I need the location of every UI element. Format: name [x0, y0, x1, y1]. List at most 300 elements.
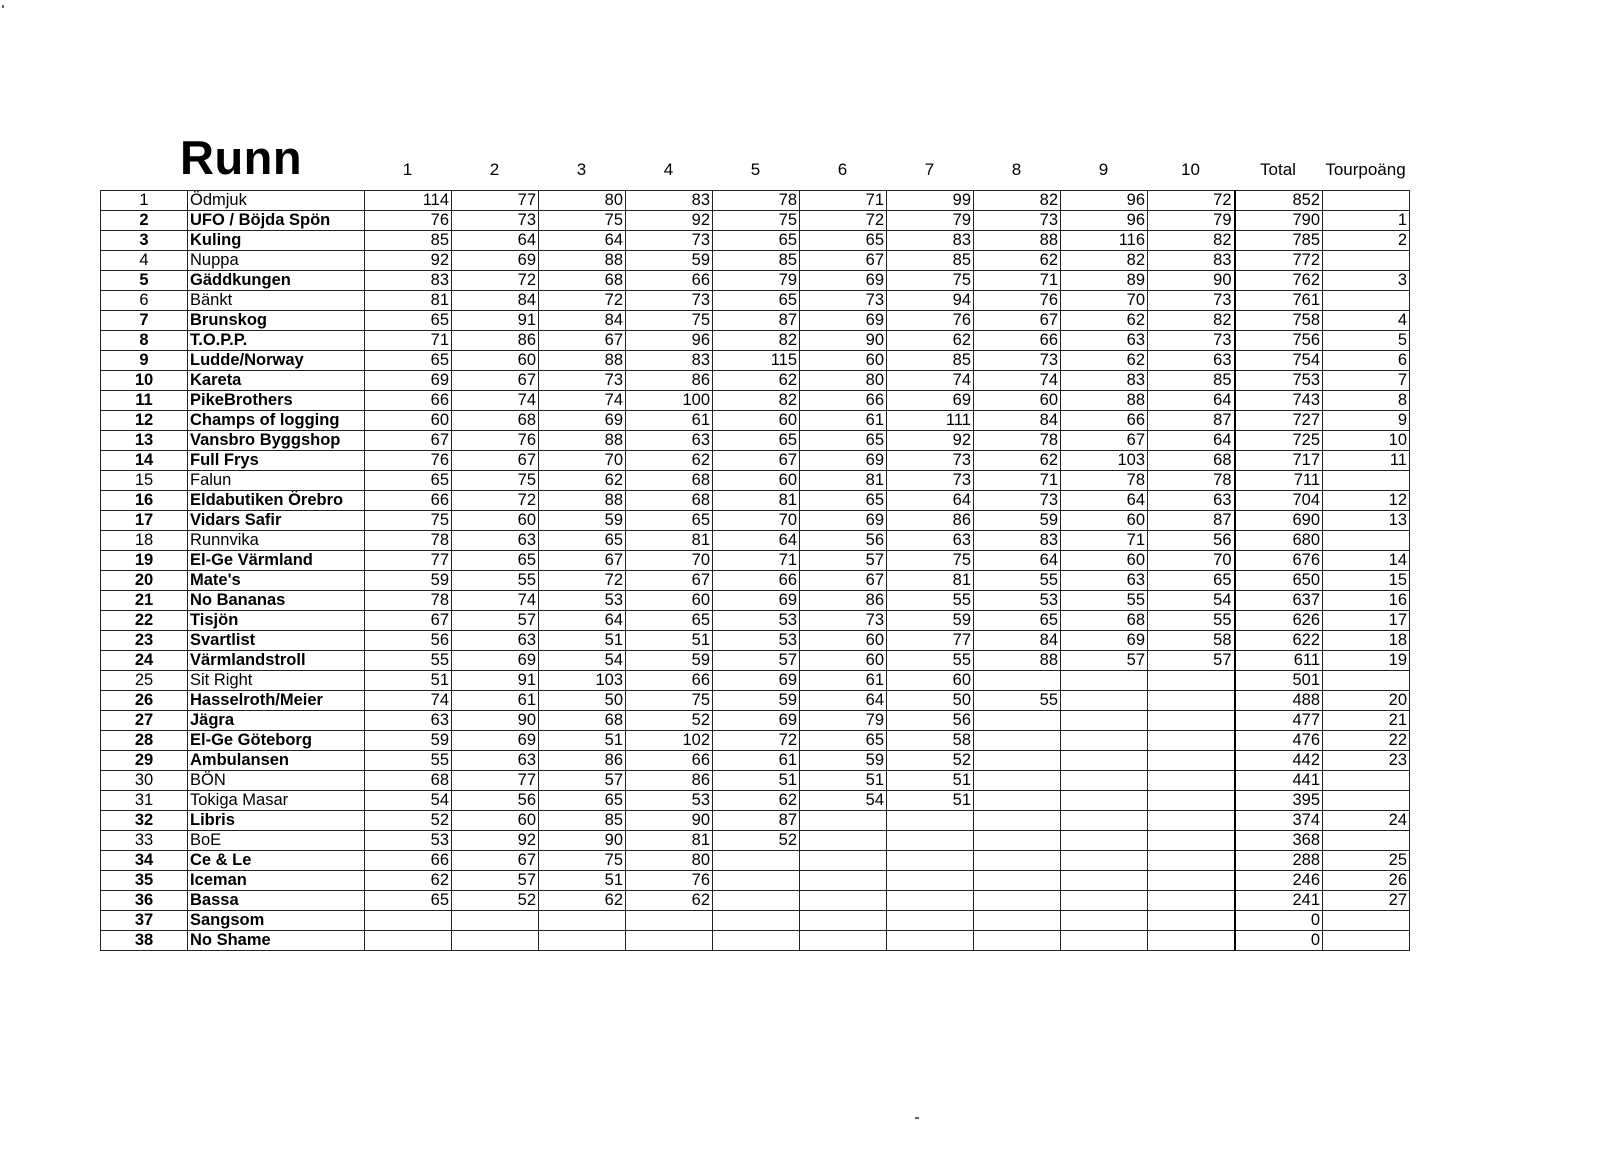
score-cell	[539, 911, 626, 931]
table-row	[101, 191, 1410, 211]
score-cell: 61	[626, 411, 713, 431]
score-cell: 65	[365, 311, 452, 331]
score-cell: 70	[539, 451, 626, 471]
score-cell: 64	[539, 611, 626, 631]
table-row	[101, 891, 1410, 911]
score-cell: 56	[452, 791, 539, 811]
score-cell: 82	[974, 191, 1061, 211]
team-name-cell: Värmlandstroll	[188, 651, 365, 671]
column-header: 9	[1098, 160, 1109, 179]
team-name-cell: Nuppa	[188, 251, 365, 271]
column-header: 6	[837, 160, 848, 179]
score-cell: 66	[626, 751, 713, 771]
score-cell: 96	[1061, 191, 1148, 211]
table-row	[101, 471, 1410, 491]
score-cell: 55	[1061, 591, 1148, 611]
total-cell: 288	[1235, 851, 1323, 871]
score-cell: 103	[539, 671, 626, 691]
tourpoang-cell	[1323, 671, 1410, 691]
tourpoang-cell: 11	[1323, 451, 1410, 471]
score-cell: 88	[539, 351, 626, 371]
score-cell: 53	[626, 791, 713, 811]
score-cell: 77	[365, 551, 452, 571]
score-cell: 73	[800, 291, 887, 311]
score-cell: 56	[365, 631, 452, 651]
total-cell: 0	[1235, 911, 1323, 931]
score-cell: 86	[887, 511, 974, 531]
score-cell: 71	[1061, 531, 1148, 551]
score-cell	[800, 891, 887, 911]
score-cell: 55	[887, 591, 974, 611]
score-cell: 67	[713, 451, 800, 471]
team-name-cell: Vansbro Byggshop	[188, 431, 365, 451]
score-cell: 57	[539, 771, 626, 791]
total-cell: 762	[1235, 271, 1323, 291]
rank-cell: 14	[101, 451, 188, 471]
score-cell: 57	[713, 651, 800, 671]
score-cell: 90	[800, 331, 887, 351]
score-cell: 81	[626, 831, 713, 851]
score-cell: 69	[800, 271, 887, 291]
score-cell: 71	[365, 331, 452, 351]
score-cell: 51	[365, 671, 452, 691]
score-cell	[1148, 751, 1235, 771]
team-name-cell: T.O.P.P.	[188, 331, 365, 351]
score-cell: 66	[365, 491, 452, 511]
rank-cell: 19	[101, 551, 188, 571]
score-cell: 87	[1148, 511, 1235, 531]
score-cell: 75	[365, 511, 452, 531]
score-cell: 70	[713, 511, 800, 531]
tourpoang-cell	[1323, 251, 1410, 271]
score-cell: 76	[974, 291, 1061, 311]
score-cell: 65	[800, 491, 887, 511]
score-cell: 67	[800, 251, 887, 271]
score-cell	[1061, 811, 1148, 831]
score-cell: 72	[452, 271, 539, 291]
team-name-cell: Sit Right	[188, 671, 365, 691]
rank-cell: 15	[101, 471, 188, 491]
score-cell: 76	[887, 311, 974, 331]
score-cell: 87	[713, 811, 800, 831]
score-cell: 56	[887, 711, 974, 731]
score-cell: 79	[887, 211, 974, 231]
score-cell: 60	[1061, 511, 1148, 531]
team-name-cell: Tokiga Masar	[188, 791, 365, 811]
tourpoang-cell: 22	[1323, 731, 1410, 751]
team-name-cell: BÖN	[188, 771, 365, 791]
table-row	[101, 551, 1410, 571]
column-header: Total	[1260, 160, 1296, 179]
score-cell	[1061, 871, 1148, 891]
score-cell: 84	[539, 311, 626, 331]
score-cell	[1148, 911, 1235, 931]
score-cell: 64	[1148, 391, 1235, 411]
table-row	[101, 371, 1410, 391]
column-header: 7	[924, 160, 935, 179]
score-cell: 62	[974, 251, 1061, 271]
total-cell: 753	[1235, 371, 1323, 391]
team-name-cell: Libris	[188, 811, 365, 831]
score-cell: 83	[1148, 251, 1235, 271]
score-cell	[974, 791, 1061, 811]
score-cell: 64	[713, 531, 800, 551]
score-cell: 68	[539, 271, 626, 291]
score-cell: 71	[800, 191, 887, 211]
tourpoang-cell: 10	[1323, 431, 1410, 451]
rank-cell: 30	[101, 771, 188, 791]
score-cell: 65	[452, 551, 539, 571]
score-cell: 54	[800, 791, 887, 811]
tourpoang-cell	[1323, 931, 1410, 951]
score-cell: 62	[713, 371, 800, 391]
score-cell	[974, 671, 1061, 691]
score-cell: 67	[626, 571, 713, 591]
score-cell: 70	[1148, 551, 1235, 571]
score-cell: 99	[887, 191, 974, 211]
score-cell: 56	[800, 531, 887, 551]
score-cell	[974, 911, 1061, 931]
total-cell: 0	[1235, 931, 1323, 951]
tourpoang-cell: 18	[1323, 631, 1410, 651]
tourpoang-cell: 20	[1323, 691, 1410, 711]
score-cell: 63	[1061, 331, 1148, 351]
team-name-cell: Runnvika	[188, 531, 365, 551]
tourpoang-cell: 25	[1323, 851, 1410, 871]
score-cell: 89	[1061, 271, 1148, 291]
score-cell: 69	[713, 711, 800, 731]
score-cell: 73	[974, 351, 1061, 371]
score-cell: 73	[626, 291, 713, 311]
total-cell: 442	[1235, 751, 1323, 771]
score-cell: 73	[974, 211, 1061, 231]
rank-cell: 26	[101, 691, 188, 711]
score-cell	[626, 931, 713, 951]
score-cell: 63	[365, 711, 452, 731]
score-cell: 86	[626, 371, 713, 391]
score-cell: 52	[626, 711, 713, 731]
score-cell: 68	[452, 411, 539, 431]
tourpoang-cell: 5	[1323, 331, 1410, 351]
score-cell: 57	[1061, 651, 1148, 671]
table-row	[101, 571, 1410, 591]
total-cell: 477	[1235, 711, 1323, 731]
score-cell	[800, 931, 887, 951]
score-cell: 87	[713, 311, 800, 331]
total-cell: 758	[1235, 311, 1323, 331]
score-cell: 78	[974, 431, 1061, 451]
total-cell: 852	[1235, 191, 1323, 211]
table-row	[101, 731, 1410, 751]
team-name-cell: No Shame	[188, 931, 365, 951]
score-cell: 58	[887, 731, 974, 751]
table-row	[101, 711, 1410, 731]
score-cell: 67	[365, 431, 452, 451]
score-cell: 67	[800, 571, 887, 591]
score-cell: 63	[887, 531, 974, 551]
score-cell: 57	[452, 611, 539, 631]
total-cell: 725	[1235, 431, 1323, 451]
score-cell	[1061, 911, 1148, 931]
score-cell: 78	[365, 531, 452, 551]
score-cell: 102	[626, 731, 713, 751]
score-cell: 83	[1061, 371, 1148, 391]
score-cell: 68	[1061, 611, 1148, 631]
rank-cell: 37	[101, 911, 188, 931]
score-cell	[887, 831, 974, 851]
score-cell	[365, 911, 452, 931]
total-cell: 488	[1235, 691, 1323, 711]
total-cell: 374	[1235, 811, 1323, 831]
total-cell: 637	[1235, 591, 1323, 611]
total-cell: 395	[1235, 791, 1323, 811]
score-cell	[452, 931, 539, 951]
score-cell: 69	[1061, 631, 1148, 651]
score-cell	[1148, 931, 1235, 951]
score-cell	[974, 731, 1061, 751]
rank-cell: 11	[101, 391, 188, 411]
table-row	[101, 911, 1410, 931]
rank-cell: 3	[101, 231, 188, 251]
score-cell: 60	[452, 351, 539, 371]
rank-cell: 24	[101, 651, 188, 671]
score-cell: 69	[800, 451, 887, 471]
score-cell: 68	[365, 771, 452, 791]
score-cell	[887, 891, 974, 911]
score-cell: 63	[452, 751, 539, 771]
score-cell: 88	[974, 231, 1061, 251]
score-cell: 55	[887, 651, 974, 671]
score-cell: 67	[452, 851, 539, 871]
score-cell: 65	[713, 231, 800, 251]
score-cell: 73	[1148, 331, 1235, 351]
total-cell: 704	[1235, 491, 1323, 511]
score-cell	[1061, 731, 1148, 751]
score-cell	[974, 891, 1061, 911]
score-cell: 69	[365, 371, 452, 391]
score-cell: 78	[713, 191, 800, 211]
score-cell: 53	[974, 591, 1061, 611]
team-name-cell: Hasselroth/Meier	[188, 691, 365, 711]
score-cell: 59	[887, 611, 974, 631]
score-cell	[1148, 871, 1235, 891]
score-cell	[1061, 851, 1148, 871]
score-cell: 82	[713, 331, 800, 351]
score-cell: 65	[365, 471, 452, 491]
rank-cell: 6	[101, 291, 188, 311]
score-cell: 62	[1061, 351, 1148, 371]
score-cell: 90	[1148, 271, 1235, 291]
table-row	[101, 531, 1410, 551]
table-row	[101, 271, 1410, 291]
score-cell	[1061, 691, 1148, 711]
score-cell: 60	[626, 591, 713, 611]
score-cell: 59	[626, 251, 713, 271]
score-cell: 74	[452, 391, 539, 411]
score-cell	[1061, 791, 1148, 811]
score-cell: 72	[452, 491, 539, 511]
score-cell: 60	[800, 351, 887, 371]
rank-cell: 25	[101, 671, 188, 691]
score-cell: 76	[452, 431, 539, 451]
score-cell: 53	[539, 591, 626, 611]
score-cell: 75	[626, 691, 713, 711]
rank-cell: 18	[101, 531, 188, 551]
column-header: 4	[663, 160, 674, 179]
score-cell	[887, 851, 974, 871]
team-name-cell: Ödmjuk	[188, 191, 365, 211]
team-name-cell: PikeBrothers	[188, 391, 365, 411]
score-cell	[713, 911, 800, 931]
team-name-cell: Vidars Safir	[188, 511, 365, 531]
team-name-cell: Kuling	[188, 231, 365, 251]
tourpoang-cell: 13	[1323, 511, 1410, 531]
score-cell: 64	[974, 551, 1061, 571]
score-cell: 82	[1061, 251, 1148, 271]
score-cell: 64	[800, 691, 887, 711]
total-cell: 761	[1235, 291, 1323, 311]
total-cell: 622	[1235, 631, 1323, 651]
column-header: 10	[1181, 160, 1200, 179]
score-cell: 103	[1061, 451, 1148, 471]
tourpoang-cell	[1323, 291, 1410, 311]
score-cell: 85	[713, 251, 800, 271]
score-cell: 71	[713, 551, 800, 571]
rank-cell: 20	[101, 571, 188, 591]
rank-cell: 28	[101, 731, 188, 751]
score-cell: 51	[800, 771, 887, 791]
tourpoang-cell	[1323, 791, 1410, 811]
score-cell: 63	[1061, 571, 1148, 591]
column-header: 8	[1011, 160, 1022, 179]
score-cell: 85	[887, 251, 974, 271]
total-cell: 690	[1235, 511, 1323, 531]
score-cell: 75	[452, 471, 539, 491]
score-cell: 51	[539, 731, 626, 751]
score-cell: 51	[887, 771, 974, 791]
team-name-cell: No Bananas	[188, 591, 365, 611]
tourpoang-cell: 23	[1323, 751, 1410, 771]
score-cell: 77	[452, 191, 539, 211]
score-cell	[1061, 771, 1148, 791]
table-row	[101, 351, 1410, 371]
score-cell: 72	[539, 291, 626, 311]
tourpoang-cell: 19	[1323, 651, 1410, 671]
tourpoang-cell: 1	[1323, 211, 1410, 231]
score-cell: 73	[887, 451, 974, 471]
score-cell: 82	[1148, 231, 1235, 251]
score-cell: 55	[452, 571, 539, 591]
score-cell: 52	[713, 831, 800, 851]
score-cell: 92	[452, 831, 539, 851]
score-cell: 79	[1148, 211, 1235, 231]
team-name-cell: Bassa	[188, 891, 365, 911]
rank-cell: 21	[101, 591, 188, 611]
score-cell: 66	[365, 391, 452, 411]
score-cell	[1061, 751, 1148, 771]
score-cell	[800, 911, 887, 931]
score-cell: 70	[626, 551, 713, 571]
tourpoang-cell: 17	[1323, 611, 1410, 631]
total-cell: 626	[1235, 611, 1323, 631]
team-name-cell: UFO / Böjda Spön	[188, 211, 365, 231]
rank-cell: 31	[101, 791, 188, 811]
score-cell: 90	[452, 711, 539, 731]
score-cell: 65	[365, 351, 452, 371]
score-cell: 83	[887, 231, 974, 251]
tourpoang-cell: 7	[1323, 371, 1410, 391]
score-cell: 59	[974, 511, 1061, 531]
score-cell: 72	[539, 571, 626, 591]
score-cell: 96	[1061, 211, 1148, 231]
sheet-title: Runn	[180, 131, 303, 184]
score-cell: 75	[887, 551, 974, 571]
tourpoang-cell: 26	[1323, 871, 1410, 891]
score-cell: 76	[365, 211, 452, 231]
score-cell: 65	[365, 891, 452, 911]
total-cell: 717	[1235, 451, 1323, 471]
table-row	[101, 831, 1410, 851]
team-name-cell: Brunskog	[188, 311, 365, 331]
team-name-cell: El-Ge Värmland	[188, 551, 365, 571]
score-cell	[887, 871, 974, 891]
score-cell: 69	[452, 251, 539, 271]
score-cell: 69	[887, 391, 974, 411]
score-cell: 53	[713, 631, 800, 651]
rank-cell: 5	[101, 271, 188, 291]
tourpoang-cell: 4	[1323, 311, 1410, 331]
total-cell: 711	[1235, 471, 1323, 491]
score-cell: 67	[539, 331, 626, 351]
score-cell	[800, 851, 887, 871]
score-cell	[365, 931, 452, 951]
column-headers	[100, 160, 1430, 186]
table-row	[101, 491, 1410, 511]
rank-cell: 22	[101, 611, 188, 631]
score-cell: 91	[452, 311, 539, 331]
score-cell	[1061, 671, 1148, 691]
score-cell	[974, 871, 1061, 891]
score-cell: 62	[626, 451, 713, 471]
score-cell: 51	[539, 871, 626, 891]
score-cell	[887, 811, 974, 831]
score-cell: 62	[713, 791, 800, 811]
score-cell	[1061, 831, 1148, 851]
score-cell: 51	[626, 631, 713, 651]
score-cell: 73	[452, 211, 539, 231]
score-cell	[713, 851, 800, 871]
score-cell: 84	[974, 411, 1061, 431]
tourpoang-cell: 24	[1323, 811, 1410, 831]
score-cell: 92	[626, 211, 713, 231]
team-name-cell: Ce & Le	[188, 851, 365, 871]
score-cell: 65	[800, 431, 887, 451]
team-name-cell: Falun	[188, 471, 365, 491]
score-cell: 77	[452, 771, 539, 791]
tourpoang-cell: 21	[1323, 711, 1410, 731]
score-cell: 85	[539, 811, 626, 831]
score-cell: 51	[887, 791, 974, 811]
score-cell	[1061, 711, 1148, 731]
score-cell: 55	[1148, 611, 1235, 631]
table-row	[101, 291, 1410, 311]
tourpoang-cell	[1323, 911, 1410, 931]
score-cell: 65	[539, 531, 626, 551]
rank-cell: 35	[101, 871, 188, 891]
score-cell: 84	[974, 631, 1061, 651]
total-cell: 241	[1235, 891, 1323, 911]
score-cell: 54	[1148, 591, 1235, 611]
